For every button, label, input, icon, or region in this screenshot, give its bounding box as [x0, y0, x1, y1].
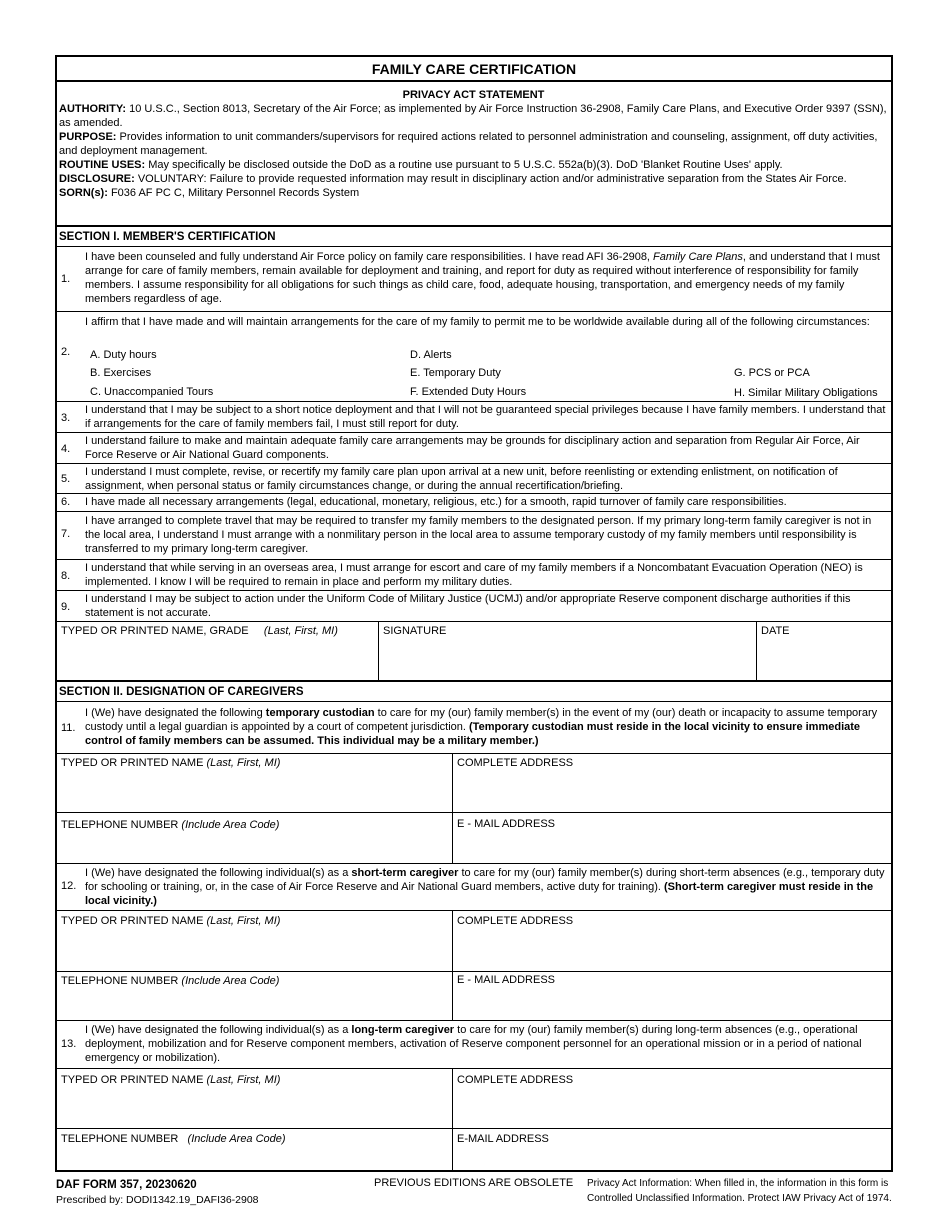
routine-uses: ROUTINE USES: May specifically be disclosed outside the DoD as a routine use pursuant to 5 U.S.C. 552a(b)(3). DoD 'Blanket Routine Uses' apply. — [59, 159, 783, 171]
option-h: H. Similar Military Obligations — [734, 387, 878, 399]
short-term-phone-field[interactable]: TELEPHONE NUMBER (Include Area Code) — [61, 975, 280, 987]
item-12: 12. I (We) have designated the following individual(s) as a short-term caregiver to care for my (our) family member(s) during short-term absences (e.g., temporary duty for schooling or training, or, in the case of Air Force Reserve and Air National Guard members, active duty for training). (Short-term caregiver must reside in the local vicinity.) — [57, 863, 891, 911]
form-title: FAMILY CARE CERTIFICATION — [57, 57, 891, 82]
disclosure: DISCLOSURE: VOLUNTARY: Failure to provide requested information may result in disciplinary action and/or administrative separation from the States Air Force. — [59, 173, 847, 185]
member-signature-field[interactable]: SIGNATURE — [383, 625, 447, 637]
option-g: G. PCS or PCA — [734, 367, 810, 379]
custodian-phone-field[interactable]: TELEPHONE NUMBER (Include Area Code) — [61, 819, 280, 831]
item-7: 7. I have arranged to complete travel that may be required to transfer my family members to the designated person. If my primary long-term family caregiver is not in the local area, I understand I must arrange with a nonmilitary person in the local area to assume temporary custody of my family members until responsibility is transferred to my primary long-term caregiver. — [57, 512, 891, 560]
short-term-email-field[interactable]: E - MAIL ADDRESS — [457, 974, 556, 986]
item-6: 6. I have made all necessary arrangements (legal, educational, monetary, religious, etc.) for a smooth, rapid turnover of family care responsibilities. — [57, 494, 891, 512]
item-13: 13. I (We) have designated the following individual(s) as a long-term caregiver to care for my (our) family member(s) during long-term absences (e.g., operational deployment, mobilization and for Reserve component members, activation of Reserve component personnel for an operational mission or in a period of national emergency or mobilization). — [57, 1020, 891, 1069]
form-number: DAF FORM 357, 20230620 — [56, 1179, 197, 1191]
option-a: A. Duty hours — [90, 349, 157, 361]
custodian-email-field[interactable]: E - MAIL ADDRESS — [457, 818, 556, 830]
purpose: PURPOSE: Provides information to unit commanders/supervisors for required actions related to personnel administration and counseling, assignment, off duty activities, and deployment management. — [59, 131, 878, 157]
option-e: E. Temporary Duty — [410, 367, 501, 379]
long-term-phone-field[interactable]: TELEPHONE NUMBER (Include Area Code) — [61, 1133, 286, 1145]
item-3: 3. I understand that I may be subject to a short notice deployment and that I will not be guaranteed special privileges because I have family members. I understand that if arrangements for the care of family members fail, I must still report for duty. — [57, 402, 891, 433]
option-f: F. Extended Duty Hours — [410, 386, 527, 398]
item-4: 4. I understand failure to make and maintain adequate family care arrangements may be grounds for disciplinary action and separation from Regular Air Force, Air Force Reserve or Air National Guard components. — [57, 433, 891, 464]
item-9: 9. I understand I may be subject to action under the Uniform Code of Military Justice (UCMJ) and/or appropriate Reserve component discharge authorities if this statement is not accurate. — [57, 591, 891, 622]
section-2-heading: SECTION II. DESIGNATION OF CAREGIVERS — [57, 680, 891, 702]
prescribed-by: Prescribed by: DODI1342.19_DAFI36-2908 — [56, 1194, 259, 1206]
privacy-heading: PRIVACY ACT STATEMENT — [402, 89, 545, 101]
option-c: C. Unaccompanied Tours — [90, 386, 214, 398]
privacy-footer: Privacy Act Information: When filled in, the information in this form is Controlled Unclassified Information. Protect IAW Privacy Act of 1974. — [587, 1178, 892, 1204]
item-1: 1. I have been counseled and fully understand Air Force policy on family care responsibilities. I have read AFI 36-2908, Family Care Plans, and understand that I must arrange for care of family members, remain available for deployment and training, and report for duty as required without interference of responsibility for family members. I assume responsibility for all obligations for such things as child care, food, adequate housing, transportation, and emergency needs of my family members regardless of age. — [57, 247, 891, 312]
privacy-act-statement — [57, 82, 891, 225]
item-5: 5. I understand I must complete, revise, or recertify my family care plan upon arrival at a new unit, before reenlisting or extending enlistment, on notification of assignment, when personal status or family circumstances change, or during the annual recertification/briefing. — [57, 464, 891, 494]
obsolete-notice: PREVIOUS EDITIONS ARE OBSOLETE — [374, 1177, 574, 1189]
family-care-form — [55, 55, 893, 1172]
option-b: B. Exercises — [90, 367, 152, 379]
option-d: D. Alerts — [410, 349, 452, 361]
section-1-heading: SECTION I. MEMBER'S CERTIFICATION — [57, 225, 891, 247]
item-2: 2. I affirm that I have made and will maintain arrangements for the care of my family to permit me to be worldwide available during all of the following circumstances: A. Duty hours B. Exercises C. Unaccompanied Tours D. Alerts E. Temporary Duty F. Extended Duty Hours G. PCS or PCA H. Similar Military Obligations — [57, 312, 891, 402]
member-name-field[interactable]: TYPED OR PRINTED NAME, GRADE (Last, First, MI) — [61, 625, 338, 637]
sorn: SORN(s): F036 AF PC C, Military Personnel Records System — [59, 187, 360, 199]
item-8: 8. I understand that while serving in an overseas area, I must arrange for escort and care of my family members if a Noncombatant Evacuation Operation (NEO) is implemented. I know I will be required to remain in place and perform my military duties. — [57, 560, 891, 591]
short-term-name-field[interactable]: TYPED OR PRINTED NAME (Last, First, MI) — [61, 915, 281, 927]
long-term-name-field[interactable]: TYPED OR PRINTED NAME (Last, First, MI) — [61, 1074, 281, 1086]
authority: AUTHORITY: 10 U.S.C., Section 8013, Secretary of the Air Force; as implemented by Air Force Instruction 36-2908, Family Care Plans, and Executive Order 9397 (SSN), as amended. — [59, 103, 887, 129]
custodian-address-field[interactable]: COMPLETE ADDRESS — [457, 757, 574, 769]
short-term-address-field[interactable]: COMPLETE ADDRESS — [457, 915, 574, 927]
custodian-name-field[interactable]: TYPED OR PRINTED NAME (Last, First, MI) — [61, 757, 281, 769]
member-date-field[interactable]: DATE — [761, 625, 790, 637]
item-11: 11. I (We) have designated the following temporary custodian to care for my (our) family member(s) in the event of my (our) death or incapacity to assume temporary custody until a legal guardian is appointed by a court of competent jurisdiction. (Temporary custodian must reside in the local vicinity to ensure immediate control of family members can be assumed. This individual may be a military member.) — [57, 702, 891, 754]
long-term-email-field[interactable]: E-MAIL ADDRESS — [457, 1133, 549, 1145]
long-term-address-field[interactable]: COMPLETE ADDRESS — [457, 1074, 574, 1086]
